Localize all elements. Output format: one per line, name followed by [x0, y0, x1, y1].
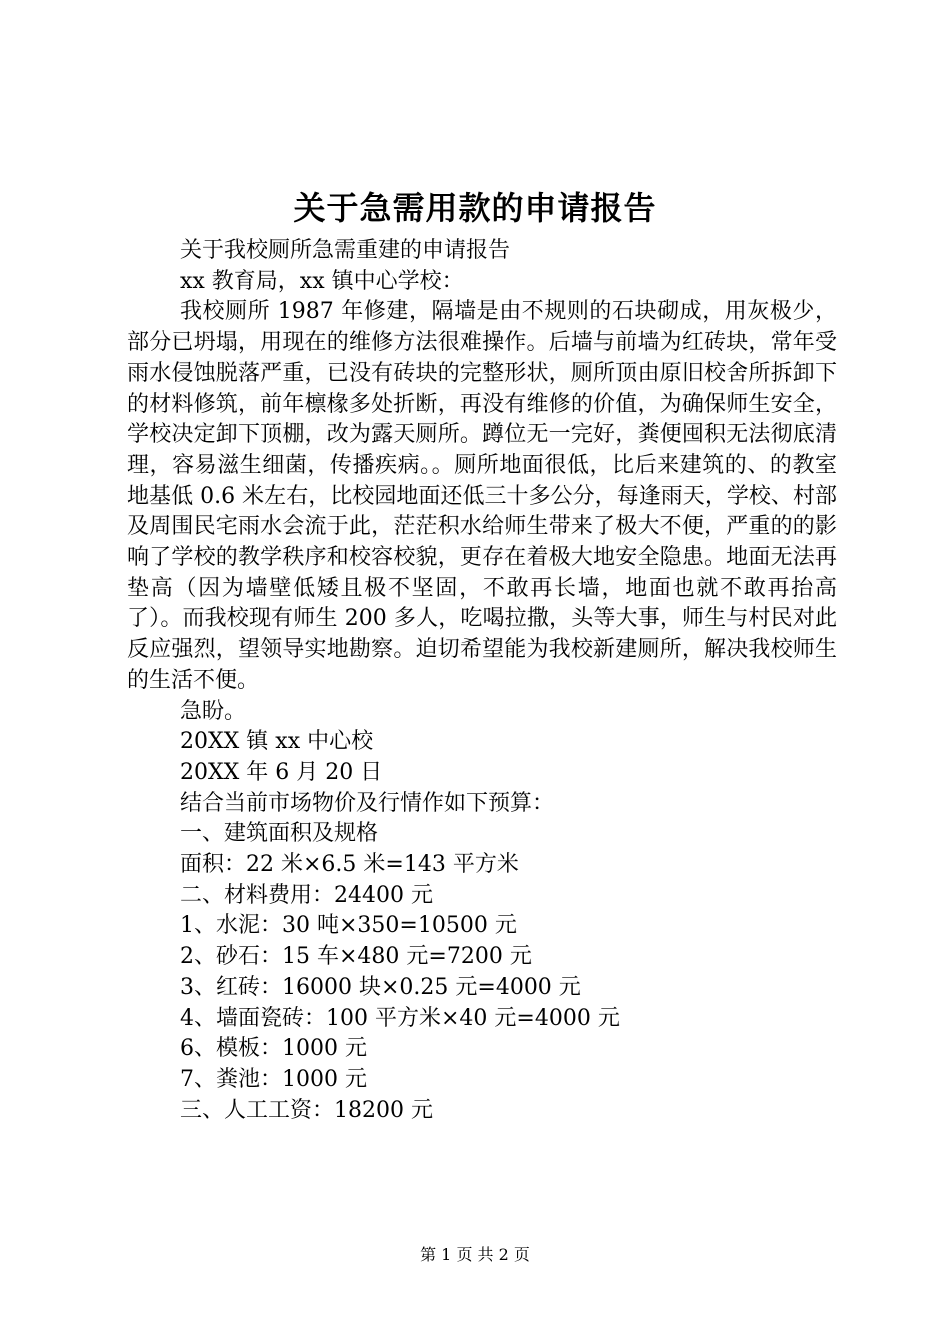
budget-line: 二、材料费用：24400 元	[180, 882, 433, 908]
budget-line: 2、砂石：15 车×480 元=7200 元	[180, 944, 532, 970]
date-line: 20XX 年 6 月 20 日	[180, 759, 383, 785]
budget-line: 7、粪池：1000 元	[180, 1066, 367, 1092]
signature-line: 20XX 镇 xx 中心校	[180, 729, 374, 755]
body-paragraph: 我校厕所 1987 年修建，隔墙是由不规则的石块砌成，用灰极少，部分已坍塌，用现在的维修方法很难操作。后墙与前墙为红砖块，常年受雨水侵蚀脱落严重，已没有砖块的完整形状，厕所顶由原旧校舍所拆卸下的材料修筑，前年檩椽多处折断，再没有维修的价值，为确保师生安全，学校决定卸下顶棚，改为露天厕所。蹲位无一完好，粪便囤积无法彻底清理，容易滋生细菌，传播疾病。。厕所地面很低，比后来建筑的、的教室地基低 0.6 米左右，比校园地面还低三十多公分，每逢雨天，学校、村部及周围民宅雨水会流于此，茫茫积水给师生带来了极大不便，严重的的影响了学校的教学秩序和校容校貌，更存在着极大地安全隐患。地面无法再垫高（因为墙壁低矮且极不坚固，不敢再长墙，地面也就不敢再抬高了）。而我校现有师生 200 多人，吃喝拉撒，头等大事，师生与村民对此反应强烈，望领导实地勘察。迫切希望能为我校新建厕所，解决我校师生的生活不便。	[127, 299, 837, 693]
budget-line: 6、模板：1000 元	[180, 1036, 367, 1062]
budget-line: 三、人工工资：18200 元	[180, 1097, 433, 1123]
budget-line: 3、红砖：16000 块×0.25 元=4000 元	[180, 974, 581, 1000]
document-body	[127, 236, 837, 1126]
budget-intro: 结合当前市场物价及行情作如下预算：	[180, 790, 555, 816]
budget-line: 1、水泥：30 吨×350=10500 元	[180, 913, 517, 939]
recipient-line: xx 教育局，xx 镇中心学校：	[180, 268, 464, 294]
closing-line: 急盼。	[180, 698, 247, 724]
budget-line: 面积：22 米×6.5 米=143 平方米	[180, 852, 519, 878]
page-footer: 第 1 页 共 2 页	[420, 1245, 530, 1264]
budget-line: 4、墙面瓷砖：100 平方米×40 元=4000 元	[180, 1005, 620, 1031]
document-subtitle: 关于我校厕所急需重建的申请报告	[180, 238, 511, 263]
budget-line: 一、建筑面积及规格	[180, 821, 379, 847]
document-title: 关于急需用款的申请报告	[293, 189, 657, 227]
